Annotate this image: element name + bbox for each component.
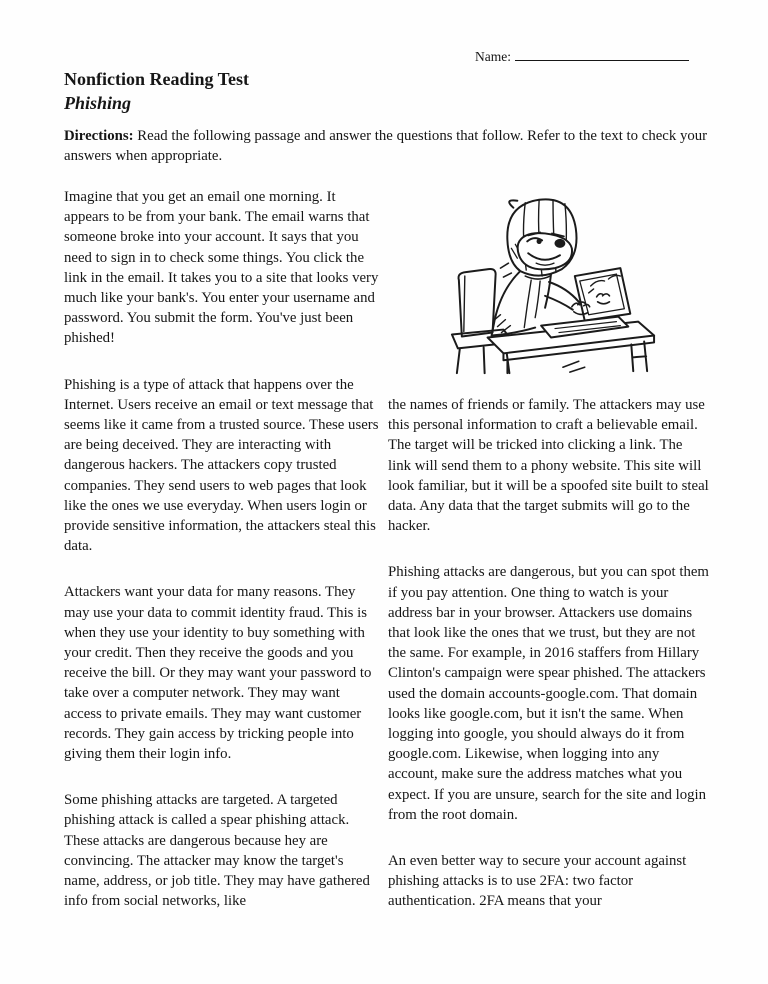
directions-label: Directions:: [64, 128, 134, 144]
passage-paragraph-4-continued: the names of friends or family. The attackers may use this personal information to craft a believable email. The target will be tricked into clicking a link. The link will send them to a phony website. This site will look familiar, but it will be a spoofed site built to steal data. Any data that the target submits will go to the hacker.: [388, 397, 709, 535]
page-title: Nonfiction Reading Test: [64, 69, 250, 89]
passage-paragraph-4: Some phishing attacks are targeted. A targeted phishing attack is called a spear phishing attack. These attacks are dangerous because hey are convincing. The attacker may know the target's name, address, or job title. They may have gathered info from social networks, like: [64, 792, 370, 910]
passage-paragraph-2: Phishing is a type of attack that happens over the Internet. Users receive an email or text message that seems like it came from a trusted source. These users are being deceived. They are interacting with dangerous hackers. The attackers copy trusted companies. They send users to web pages that look like the ones we use everyday. When users login or provide sensitive information, the attackers steal this data.: [64, 376, 379, 555]
directions-text: Read the following passage and answer the questions that follow. Refer to the text to check your answers when appropriate.: [64, 128, 708, 165]
passage-paragraph-5: Phishing attacks are dangerous, but you can spot them if you pay attention. One thing to watch is your address bar in your browser. Attackers use domains that look like the ones that we trust, but they are not the same. For example, in 2016 staffers from Hillary Clinton's campaign were spear phished. The attackers used the domain accounts-google.com. That domain looks like google.com, but it isn't the same. When logging into google, you should always do it from google.com. Likewise, when logging into any account, make sure the address matches what you expect. If you are unsure, search for the site and login from the root domain.: [388, 564, 709, 823]
directions: [64, 126, 712, 166]
passage-left-column: [64, 187, 380, 938]
page-subtitle: Phishing: [64, 93, 132, 113]
name-blank-line: [515, 49, 689, 61]
passage-paragraph-3: Attackers want your data for many reasons. They may use your data to commit identity fraud. This is when they use your identity to buy something with your credit. Then they receive the goods and you receive the bill. Or they may want your password to take over a computer network. They may want access to private emails. They may want customer records. They gain access by tricking people into giving them their login info.: [64, 584, 372, 763]
title-block: [64, 68, 249, 114]
passage-right-column: [388, 395, 709, 938]
passage-paragraph-6: An even better way to secure your account against phishing attacks is to use 2FA: two factor authentication. 2FA means that your: [388, 853, 687, 910]
hacker-in-ski-mask-typing-on-laptop-icon: [444, 186, 662, 378]
passage-paragraph-1: Imagine that you get an email one morning. It appears to be from your bank. The email warns that someone broke into your account. It says that you need to sign in to check some things. You click the link in the email. It takes you to a site that looks very much like your bank's. You enter your username and password. You submit the form. You've just been phished!: [64, 189, 379, 347]
name-row: [475, 49, 689, 65]
name-label: Name:: [475, 49, 511, 64]
